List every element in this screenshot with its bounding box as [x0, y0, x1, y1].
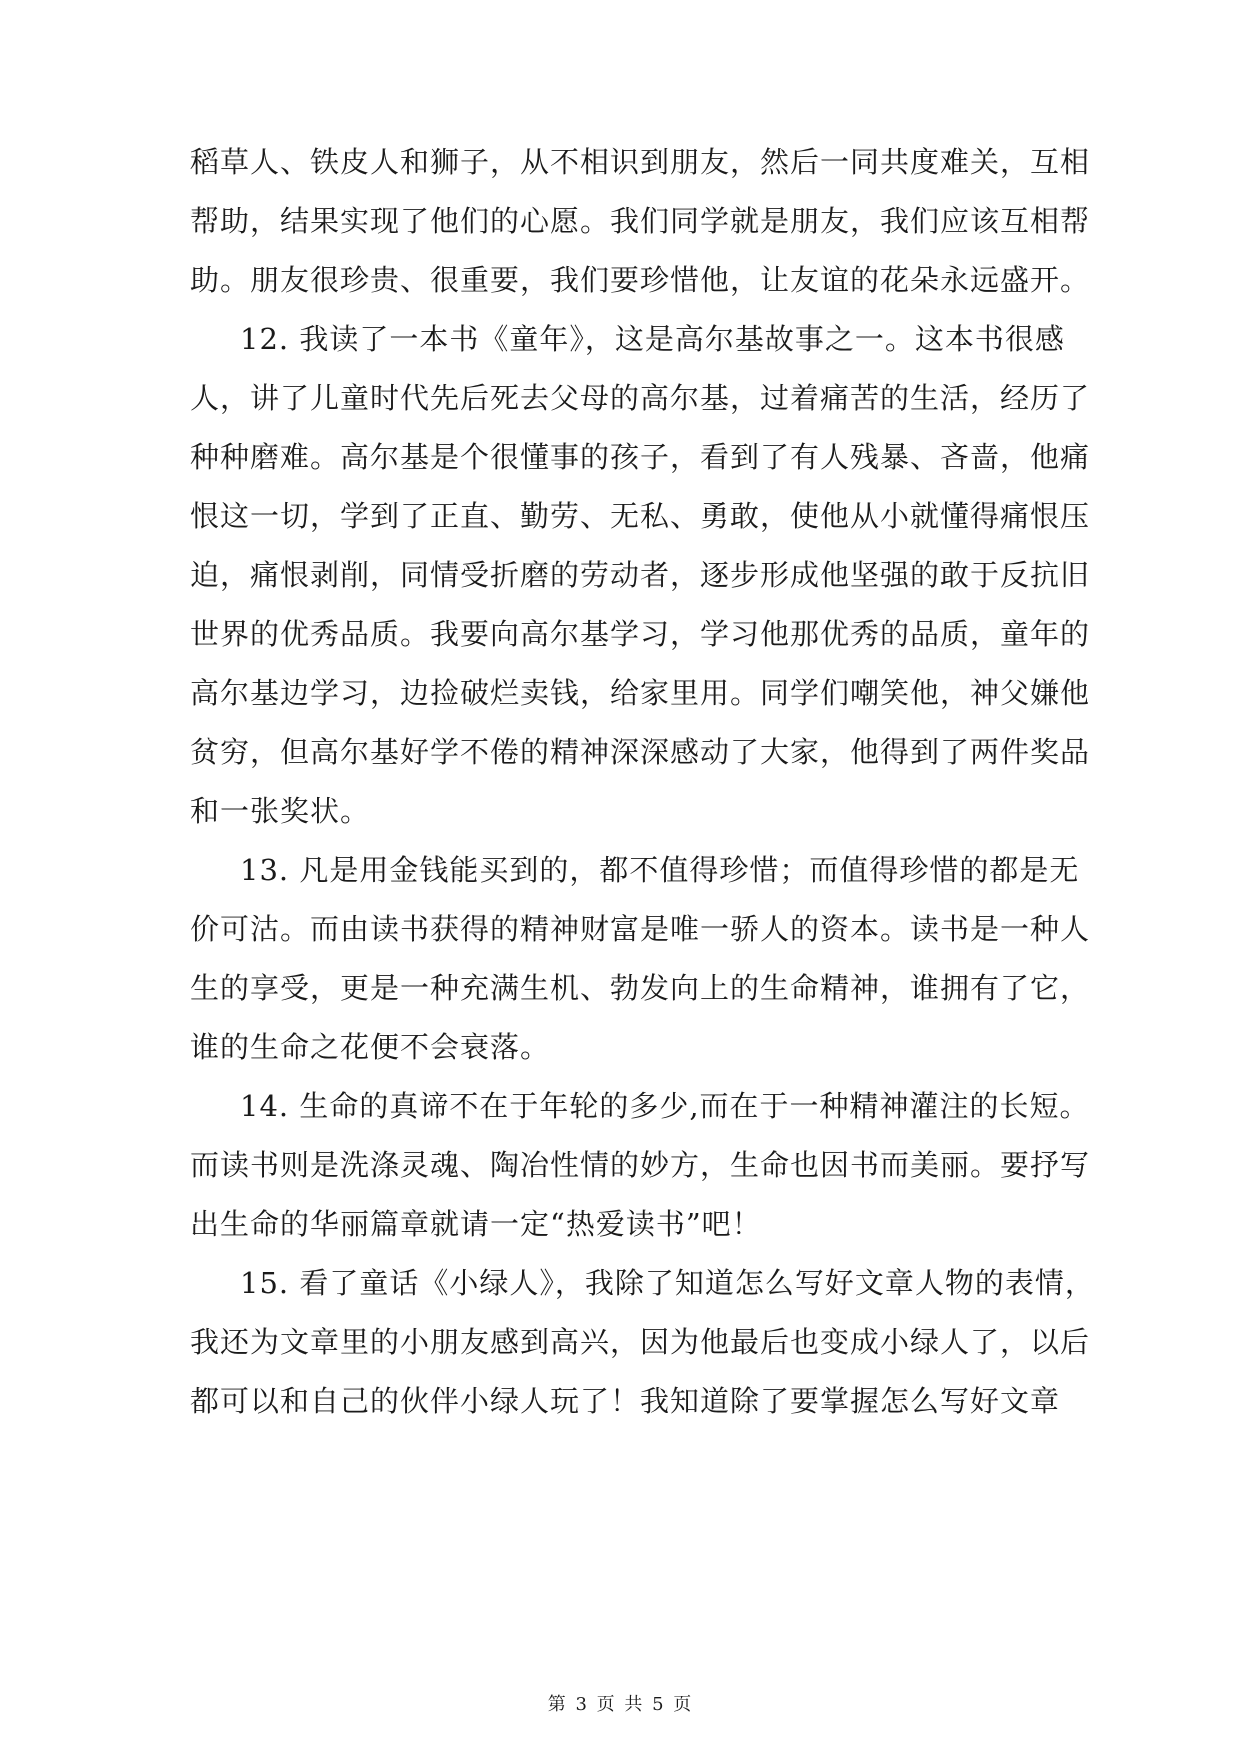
text-line: 贫穷，但高尔基好学不倦的精神深深感动了大家，他得到了两件奖品 [190, 735, 1091, 769]
paragraph-14-start: 14. 生命的真谛不在于年轮的多少,而在于一种精神灌注的长短。 [240, 1089, 1090, 1123]
page-number-footer: 第 3 页 共 5 页 [547, 1694, 694, 1715]
text-line: 价可沽。而由读书获得的精神财富是唯一骄人的资本。读书是一种人 [190, 912, 1091, 946]
paragraph-13-start: 13. 凡是用金钱能买到的，都不值得珍惜；而值得珍惜的都是无 [240, 853, 1080, 887]
text-line: 稻草人、铁皮人和狮子，从不相识到朋友，然后一同共度难关，互相 [190, 145, 1091, 179]
text-line: 我还为文章里的小朋友感到高兴，因为他最后也变成小绿人了，以后 [190, 1325, 1091, 1359]
text-line: 出生命的华丽篇章就请一定“热爱读书”吧！ [190, 1207, 762, 1241]
text-line: 高尔基边学习，边捡破烂卖钱，给家里用。同学们嘲笑他，神父嫌他 [190, 676, 1091, 710]
text-line: 迫，痛恨剥削，同情受折磨的劳动者，逐步形成他坚强的敢于反抗旧 [190, 558, 1091, 592]
text-line: 助。朋友很珍贵、很重要，我们要珍惜他，让友谊的花朵永远盛开。 [190, 263, 1091, 297]
text-line: 人，讲了儿童时代先后死去父母的高尔基，过着痛苦的生活，经历了 [190, 381, 1091, 415]
text-line: 和一张奖状。 [190, 794, 371, 828]
paragraph-12-start: 12. 我读了一本书《童年》，这是高尔基故事之一。这本书很感 [240, 322, 1065, 356]
text-line: 而读书则是洗涤灵魂、陶冶性情的妙方，生命也因书而美丽。要抒写 [190, 1148, 1091, 1182]
text-line: 都可以和自己的伙伴小绿人玩了！我知道除了要掌握怎么写好文章 [190, 1384, 1061, 1418]
paragraph-15-start: 15. 看了童话《小绿人》，我除了知道怎么写好文章人物的表情， [240, 1266, 1095, 1300]
text-line: 恨这一切，学到了正直、勤劳、无私、勇敢，使他从小就懂得痛恨压 [190, 499, 1091, 533]
text-line: 帮助，结果实现了他们的心愿。我们同学就是朋友，我们应该互相帮 [190, 204, 1091, 238]
text-line: 谁的生命之花便不会衰落。 [190, 1030, 551, 1064]
text-line: 世界的优秀品质。我要向高尔基学习，学习他那优秀的品质，童年的 [190, 617, 1091, 651]
text-line: 生的享受，更是一种充满生机、勃发向上的生命精神，谁拥有了它， [190, 971, 1091, 1005]
text-line: 种种磨难。高尔基是个很懂事的孩子，看到了有人残暴、吝啬，他痛 [190, 440, 1091, 474]
